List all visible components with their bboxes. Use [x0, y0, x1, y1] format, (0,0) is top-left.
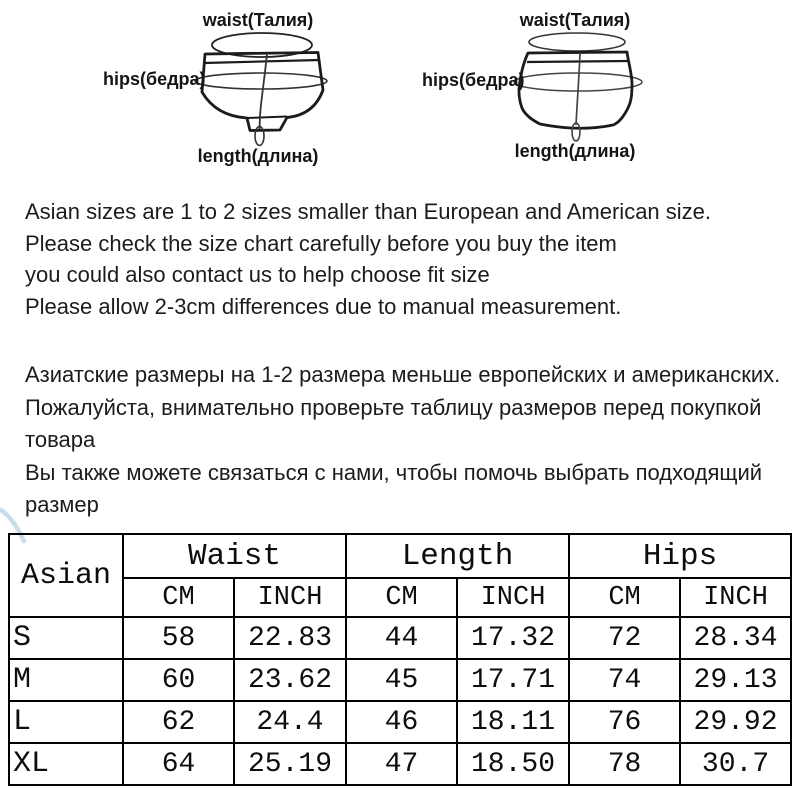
cell-hips-inch: 29.92: [680, 701, 791, 743]
size-row-label: M: [9, 659, 123, 701]
cell-length-cm: 47: [346, 743, 457, 785]
unit-header-waist-cm: CM: [123, 578, 234, 617]
table-header-waist: Waist: [123, 534, 346, 578]
notes-ru-line-3: товара: [25, 427, 96, 452]
notes-english: [25, 196, 711, 322]
boyshort-diagram: [420, 4, 668, 174]
length-label: length(длина): [514, 141, 636, 161]
unit-header-waist-inch: INCH: [234, 578, 346, 617]
table-row-xl: [9, 743, 791, 785]
notes-en-line-3: you could also contact us to help choose fit size: [25, 262, 490, 287]
notes-en-line-2: Please check the size chart carefully before you buy the item: [25, 230, 617, 256]
cell-length-inch: 17.32: [457, 617, 569, 659]
table-corner-asian: Asian: [9, 534, 123, 617]
cell-hips-inch: 28.34: [680, 617, 791, 659]
notes-en-line-4: Please allow 2-3cm differences due to manual measurement.: [25, 293, 622, 319]
size-row-label: XL: [9, 743, 123, 785]
table-row-l: [9, 701, 791, 743]
table-row-m: [9, 659, 791, 701]
cell-waist-inch: 25.19: [234, 743, 346, 785]
cell-hips-cm: 78: [569, 743, 680, 785]
cell-waist-cm: 60: [123, 659, 234, 701]
waist-label: waist(Талия): [202, 10, 314, 30]
cell-waist-inch: 24.4: [234, 701, 346, 743]
cell-waist-inch: 22.83: [234, 617, 346, 659]
notes-ru-line-2: Пожалуйста, внимательно проверьте таблицу размеров перед покупкой: [25, 394, 762, 420]
unit-header-hips-inch: INCH: [680, 578, 791, 617]
cell-hips-cm: 74: [569, 659, 680, 701]
cell-hips-cm: 72: [569, 617, 680, 659]
notes-ru-line-4: Вы также можете связаться с нами, чтобы помочь выбрать подходящий: [25, 459, 763, 485]
boyshort-body-outline: [519, 52, 632, 128]
cell-waist-cm: 64: [123, 743, 234, 785]
cell-waist-inch: 23.62: [234, 659, 346, 701]
notes-ru-line-5: размер: [25, 492, 99, 517]
waistband-line: [527, 61, 628, 62]
unit-header-hips-cm: CM: [569, 578, 680, 617]
cell-length-inch: 18.50: [457, 743, 569, 785]
brief-diagram: [95, 4, 335, 174]
hips-label: hips(бедра): [103, 69, 206, 89]
cell-waist-cm: 58: [123, 617, 234, 659]
cell-length-cm: 45: [346, 659, 457, 701]
cell-hips-inch: 29.13: [680, 659, 791, 701]
notes-russian: [25, 359, 780, 522]
table-header-hips: Hips: [569, 534, 791, 578]
hips-label: hips(бедра): [422, 70, 525, 90]
cell-length-cm: 44: [346, 617, 457, 659]
unit-header-length-inch: INCH: [457, 578, 569, 617]
cell-length-inch: 18.11: [457, 701, 569, 743]
size-row-label: S: [9, 617, 123, 659]
length-label: length(длина): [197, 146, 319, 166]
waist-measure-ellipse: [529, 33, 625, 51]
table-group-header-row: [9, 534, 791, 578]
table-row-s: [9, 617, 791, 659]
table-unit-header-row: [9, 578, 791, 617]
size-table: [8, 533, 792, 786]
table-header-length: Length: [346, 534, 569, 578]
notes-ru-line-1: Азиатские размеры на 1-2 размера меньше европейских и американских.: [25, 362, 781, 387]
cell-length-inch: 17.71: [457, 659, 569, 701]
cell-hips-cm: 76: [569, 701, 680, 743]
cell-length-cm: 46: [346, 701, 457, 743]
notes-en-line-1: Asian sizes are 1 to 2 sizes smaller than European and American size.: [25, 199, 712, 224]
size-row-label: L: [9, 701, 123, 743]
unit-header-length-cm: CM: [346, 578, 457, 617]
cell-hips-inch: 30.7: [680, 743, 791, 785]
waist-label: waist(Талия): [519, 10, 631, 30]
cell-waist-cm: 62: [123, 701, 234, 743]
